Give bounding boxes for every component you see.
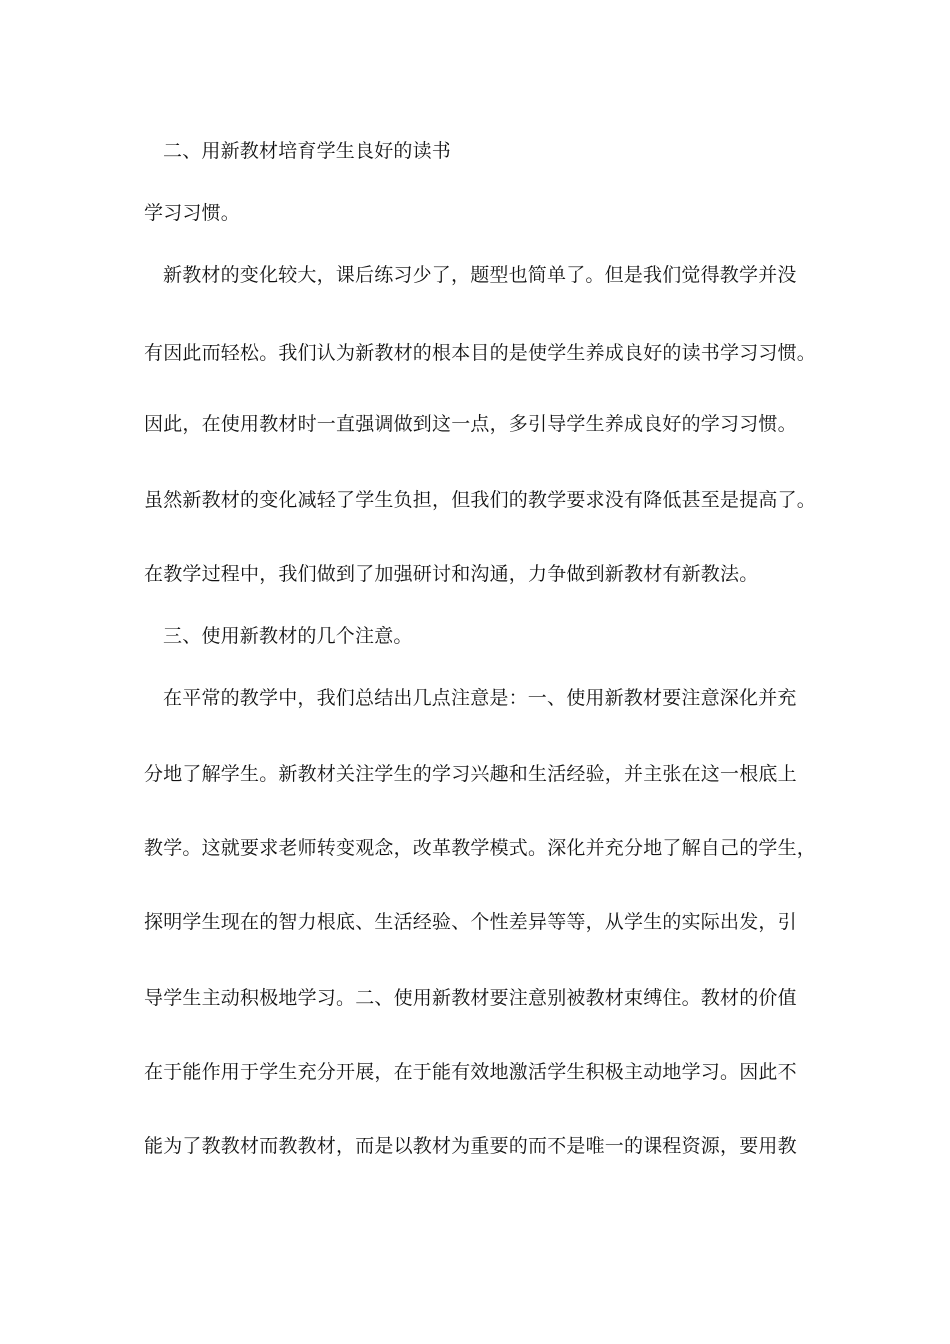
- paragraph-line: 有因此而轻松。我们认为新教材的根本目的是使学生养成良好的读书学习习惯。: [144, 342, 817, 364]
- section-heading-3: 三、使用新教材的几个注意。: [163, 625, 413, 647]
- paragraph-line: 分地了解学生。新教材关注学生的学习兴趣和生活经验，并主张在这一根底上: [144, 763, 797, 785]
- paragraph-line: 在教学过程中，我们做到了加强研讨和沟通，力争做到新教材有新教法。: [144, 563, 759, 585]
- paragraph-line: 新教材的变化较大，课后练习少了，题型也简单了。但是我们觉得教学并没: [163, 264, 797, 286]
- paragraph-line: 因此，在使用教材时一直强调做到这一点，多引导学生养成良好的学习习惯。: [144, 413, 797, 435]
- section-heading-2-line-2: 学习习惯。: [144, 202, 241, 224]
- paragraph-line: 虽然新教材的变化减轻了学生负担，但我们的教学要求没有降低甚至是提高了。: [144, 489, 817, 511]
- paragraph-line: 探明学生现在的智力根底、生活经验、个性差异等等，从学生的实际出发，引: [144, 911, 797, 933]
- section-heading-2-line-1: 二、用新教材培育学生良好的读书: [163, 140, 452, 162]
- paragraph-line: 能为了教教材而教教材，而是以教材为重要的而不是唯一的课程资源，要用教: [144, 1135, 797, 1157]
- paragraph-line: 导学生主动积极地学习。二、使用新教材要注意别被教材束缚住。教材的价值: [144, 987, 797, 1009]
- paragraph-line: 在平常的教学中，我们总结出几点注意是：一、使用新教材要注意深化并充: [163, 687, 797, 709]
- paragraph-line: 教学。这就要求老师转变观念，改革教学模式。深化并充分地了解自己的学生，: [144, 837, 817, 859]
- paragraph-line: 在于能作用于学生充分开展，在于能有效地激活学生积极主动地学习。因此不: [144, 1061, 797, 1083]
